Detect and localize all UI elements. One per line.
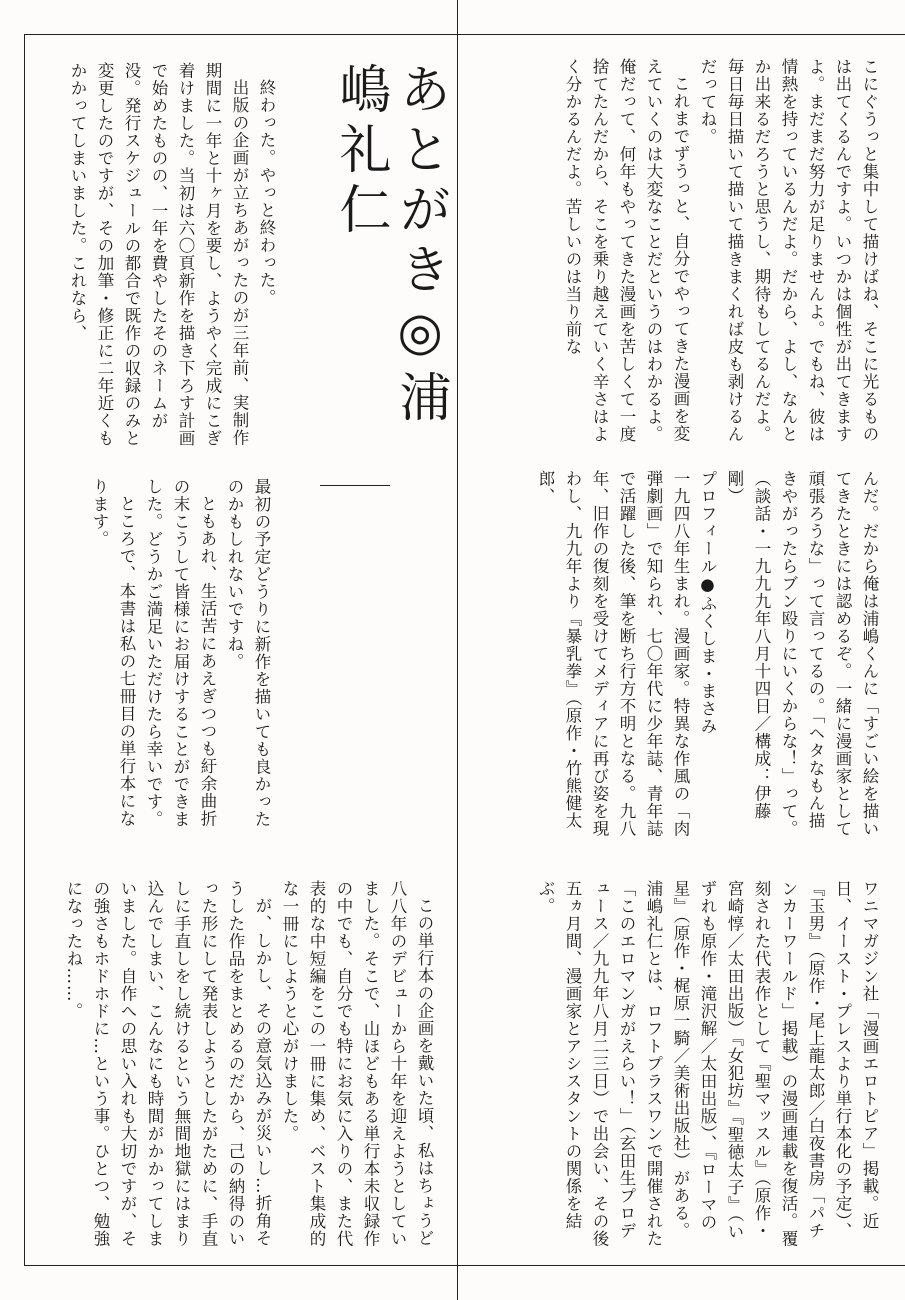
interview-middle-block — [478, 470, 883, 842]
profile-paragraph: ワニマガジン社「漫画エロトピア」掲載。近日、イースト・プレスより単行本化の予定）、『玉男』（原作・尾上龍太郎／白夜書房「パチンカーワールド」掲載）の漫画連載を復活。覆刻された代表作として『聖マッスル』（原作・宮崎惇／太田出版）『女犯坊』『聖徳太子』（いずれも原作・滝沢解／太田出版）、『ローマの星』（原作・梶原一騎／美術出版社）がある。浦嶋礼仁とは、ロフトプラスワンで開催された「このエロマンガがえらい！」（玄田生プロデュース／九九年八月二三日）で出会い、その後五ヵ月間、漫画家とアシスタントの関係を結ぶ。 — [536, 880, 879, 1248]
interview-top-block — [478, 58, 883, 458]
profile-heading: プロフィール●ふくしま・まさみ — [698, 470, 717, 735]
afterword-bottom-block — [40, 880, 438, 1252]
left-border — [24, 34, 25, 1266]
top-rule-right — [457, 34, 905, 35]
afterword-paragraph: 最初の予定どうりに新作を描いても良かったのかもしれないですね。 — [225, 478, 271, 828]
afterword-top-block — [60, 62, 280, 462]
afterword-paragraph: 終わった。やっと終わった。 — [257, 78, 276, 306]
afterword-paragraph: この単行本の企画を戴いた頃、私はちょうど八八年のデビューから十年を迎えようとしていました。そこで、山ほどもある単行本未収録作の中でも、自分でも特にお気に入りの、また代表的な中短編をこの一冊に集め、ベスト集成的な一冊にしようと心がけました。 — [280, 880, 434, 1248]
bottom-rule-right — [457, 1265, 905, 1266]
title-underline — [320, 485, 390, 486]
afterword-middle-block — [60, 478, 275, 840]
profile-bottom-block — [478, 880, 883, 1252]
bottom-rule-left — [24, 1265, 457, 1266]
afterword-paragraph: ところで、本書は私の七冊目の単行本になります。 — [90, 478, 136, 827]
gutter-line — [457, 0, 458, 1300]
interview-credit: （談話・一九九九年八月十四日／構成：伊藤剛） — [725, 470, 771, 820]
interview-paragraph: こにぐうっと集中して描けばね、そこに光るものは出てくるんですよ。いつかは個性が出てきますよ。まだまだ努力が足りませんよ。でもね、彼は情熱を持っているんだよ。だから、よし、なんとか出来るだろうと思うし、期待もしてるんだよ。毎日毎日描いて描いて描きまくれば皮も剥けるんだってね。 — [698, 58, 879, 443]
afterword-paragraph: 出版の企画が立ちあがったのが三年前、実制作期間に一年と十ヶ月を要し、ようやく完成にこぎ着けました。当初は六〇頁新作を描き下ろす計画で始めたものの、一年を費やしたそのネームが没。発行スケジュールの都合で既作の収録のみと変更したのですが、その加筆・修正に二年近くもかかってしまいました。これなら、 — [68, 62, 249, 447]
afterword-paragraph: ともあれ、生活苦にあえぎつつも紆余曲折の末こうして皆様にお届けすることができました。どうかご満足いただけたら幸いです。 — [144, 478, 217, 828]
afterword-title: あとがき◎浦嶋礼仁 — [330, 62, 450, 430]
afterword-paragraph: が、しかし、その意気込みが災いし…折角そうした作品をまとめるのだから、己の納得のいった形にして発表しようとしたがために、手直しに手直しをし続けるという無間地獄にはまり込んでしまい、こんなにも時間がかかってしまいました。自作への思い入れも大切ですが、その強さもホドホドに…という事。ひとつ、勉強になったね……。 — [64, 880, 272, 1248]
interview-paragraph: んだ。だから俺は浦嶋くんに「すごい絵を描いてきたときには認めるぞ。一緒に漫画家として頑張ろうな」って言ってるの。「ヘタなもん描きやがったらブン殴りにいくからな！」って。 — [779, 470, 879, 838]
top-rule-left — [24, 34, 457, 35]
interview-paragraph: これまでずうっと、自分でやってきた漫画を変えていくのは大変なことだというのはわかるよ。俺だって、何年もやってきた漫画を苦しくて一度捨てたんだから、そこを乗り越えていく辛さはよく分かるんだよ。苦しいのは当り前な — [563, 58, 690, 443]
profile-paragraph: 一九四八年生まれ。漫画家。特異な作風の「肉弾劇画」で知られ、七〇年代に少年誌、青年誌で活躍した後、筆を断ち行方不明となる。九八年、旧作の復刻を受けてメディアに再び姿を現わし、九九年より『暴乳拳』（原作・竹熊健太郎、 — [536, 470, 690, 838]
